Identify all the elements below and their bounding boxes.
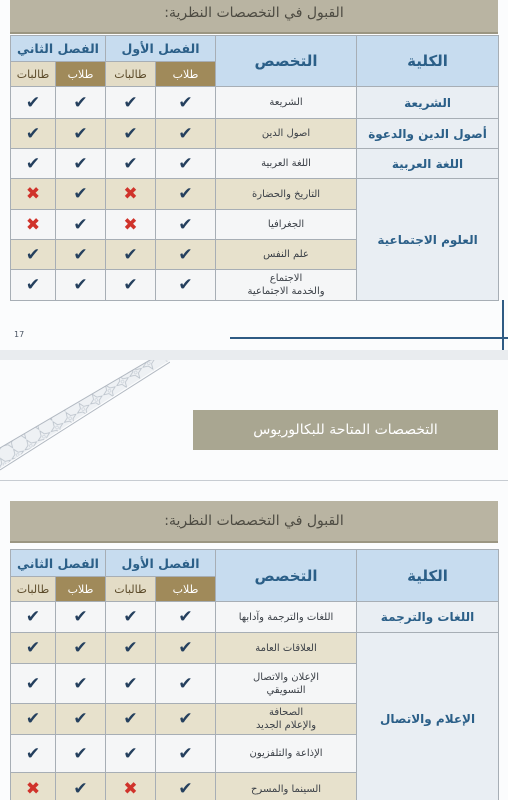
header-second-semester: الفصل الثاني [11,36,106,62]
header-second-semester: الفصل الثاني [11,550,106,577]
cross-icon: ✖ [11,773,56,800]
major-cell: الشريعة [216,87,357,119]
college-cell: العلوم الاجتماعية [357,179,499,301]
check-icon: ✔ [156,773,216,800]
check-icon: ✔ [11,633,56,664]
check-icon: ✔ [56,270,106,301]
check-icon: ✔ [11,240,56,270]
check-icon: ✔ [156,210,216,240]
header-college: الكلية [357,36,499,87]
table-row [11,602,499,633]
header-female: طالبات [11,62,56,87]
check-icon: ✔ [11,270,56,301]
section-title: التخصصات المتاحة للبكالوريوس [193,410,498,450]
check-icon: ✔ [56,210,106,240]
major-cell: التاريخ والحضارة [216,179,357,210]
table-row [11,119,499,149]
header-female: طالبات [106,62,156,87]
major-cell: العلاقات العامة [216,633,357,664]
college-cell: الشريعة [357,87,499,119]
check-icon: ✔ [106,270,156,301]
header-female: طالبات [11,577,56,602]
check-icon: ✔ [156,87,216,119]
check-icon: ✔ [156,664,216,704]
check-icon: ✔ [156,602,216,633]
header-first-semester: الفصل الأول [106,550,216,577]
section-banner: القبول في التخصصات النظرية: [10,501,498,543]
check-icon: ✔ [156,270,216,301]
major-label-line: والإعلام الجديد [255,720,317,731]
section-banner: القبول في التخصصات النظرية: [10,0,498,34]
check-icon: ✔ [56,240,106,270]
check-icon: ✔ [56,602,106,633]
check-icon: ✔ [156,735,216,773]
admission-table [10,35,499,301]
major-cell: اللغة العربية [216,149,357,179]
check-icon: ✔ [56,179,106,210]
cross-icon: ✖ [106,210,156,240]
check-icon: ✔ [106,633,156,664]
corner-rule [502,300,504,350]
section-divider [0,480,508,481]
check-icon: ✔ [56,664,106,704]
major-cell [216,270,357,301]
check-icon: ✔ [156,240,216,270]
major-cell: الجغرافيا [216,210,357,240]
table-row [11,179,499,210]
check-icon: ✔ [106,87,156,119]
major-cell: الإذاعة والتلفزيون [216,735,357,773]
college-cell: اللغة العربية [357,149,499,179]
check-icon: ✔ [156,119,216,149]
college-cell: الإعلام والاتصال [357,633,499,800]
check-icon: ✔ [56,87,106,119]
major-label-line: الصحافة [268,707,304,718]
check-icon: ✔ [106,704,156,735]
major-cell: علم النفس [216,240,357,270]
header-male: طلاب [56,62,106,87]
header-college: الكلية [357,550,499,602]
college-cell: أصول الدين والدعوة [357,119,499,149]
check-icon: ✔ [11,735,56,773]
check-icon: ✔ [156,704,216,735]
check-icon: ✔ [11,664,56,704]
check-icon: ✔ [56,149,106,179]
check-icon: ✔ [11,119,56,149]
admission-table [10,549,499,800]
major-label-line: الإعلان والاتصال [253,671,320,683]
page-gap [0,350,508,360]
header-male: طلاب [56,577,106,602]
check-icon: ✔ [106,240,156,270]
check-icon: ✔ [56,119,106,149]
major-cell [216,664,357,704]
major-cell: اصول الدين [216,119,357,149]
cross-icon: ✖ [106,773,156,800]
check-icon: ✔ [11,87,56,119]
footer-rule [230,337,508,339]
header-female: طالبات [106,577,156,602]
check-icon: ✔ [56,773,106,800]
page-18 [0,360,508,800]
major-label-line: والخدمة الاجتماعية [247,286,325,297]
table-row [11,633,499,664]
major-label-line: التسويقي [266,684,306,696]
header-first-semester: الفصل الأول [106,36,216,62]
check-icon: ✔ [106,602,156,633]
check-icon: ✔ [11,149,56,179]
table-row [11,149,499,179]
check-icon: ✔ [156,633,216,664]
geometric-ornament [0,360,170,480]
college-cell: اللغات والترجمة [357,602,499,633]
check-icon: ✔ [11,602,56,633]
check-icon: ✔ [56,735,106,773]
check-icon: ✔ [106,735,156,773]
cross-icon: ✖ [11,179,56,210]
major-label-line: الاجتماع [269,273,303,284]
cross-icon: ✖ [106,179,156,210]
page-number: 17 [14,330,25,339]
page-17 [0,0,508,350]
table-row [11,87,499,119]
check-icon: ✔ [106,119,156,149]
major-cell: اللغات والترجمة وآدابها [216,602,357,633]
check-icon: ✔ [56,704,106,735]
header-male: طلاب [156,577,216,602]
header-major: التخصص [216,36,357,87]
check-icon: ✔ [106,149,156,179]
header-major: التخصص [216,550,357,602]
check-icon: ✔ [156,179,216,210]
check-icon: ✔ [11,704,56,735]
major-cell [216,704,357,735]
header-male: طلاب [156,62,216,87]
cross-icon: ✖ [11,210,56,240]
major-cell: السينما والمسرح [216,773,357,800]
check-icon: ✔ [56,633,106,664]
check-icon: ✔ [106,664,156,704]
check-icon: ✔ [156,149,216,179]
